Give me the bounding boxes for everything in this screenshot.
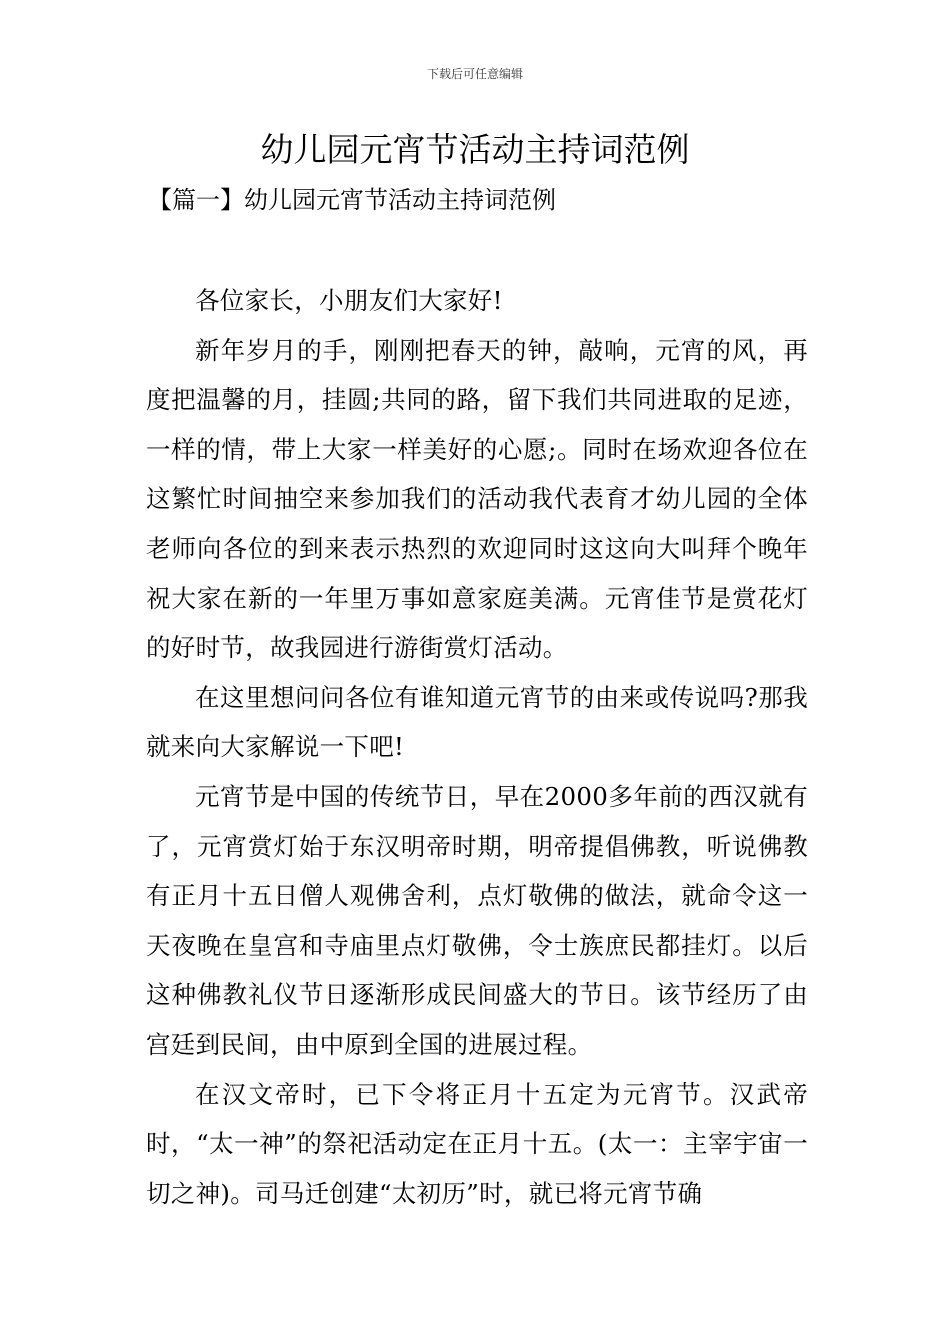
paragraph-origin: 元宵节是中国的传统节日，早在2000多年前的西汉就有了，元宵赏灯始于东汉明帝时期，明帝提倡佛教，听说佛教有正月十五日僧人观佛舍利，点灯敬佛的做法，就命令这一天夜晚在皇宫和寺庙里点灯敬佛，令士族庶民都挂灯。以后这种佛教礼仪节日逐渐形成民间盛大的节日。该节经历了由宫廷到民间，由中原到全国的进展过程。	[146, 781, 808, 1059]
paragraph-history: 在汉文帝时，已下令将正月十五定为元宵节。汉武帝时，“太一神”的祭祀活动定在正月十五。(太一：主宰宇宙一切之神)。司马迁创建“太初历”时，就已将元宵节确	[146, 1079, 808, 1208]
page-title: 幼儿园元宵节活动主持词范例	[260, 130, 690, 169]
paragraph-greeting: 各位家长，小朋友们大家好!	[195, 286, 503, 315]
section-subtitle: 【篇一】幼儿园元宵节活动主持词范例	[148, 186, 556, 214]
document-body	[146, 276, 808, 1218]
paragraph-welcome: 新年岁月的手，刚刚把春天的钟，敲响，元宵的风，再度把温馨的月，挂圆;共同的路，留下我们共同进取的足迹，一样的情，带上大家一样美好的心愿;。同时在场欢迎各位在这繁忙时间抽空来参加我们的活动我代表育才幼儿园的全体老师向各位的到来表示热烈的欢迎同时这这向大叫拜个晚年祝大家在新的一年里万事如意家庭美满。元宵佳节是赏花灯的好时节，故我园进行游街赏灯活动。	[146, 335, 808, 663]
header-note: 下载后可任意编辑	[426, 67, 523, 81]
paragraph-question: 在这里想问问各位有谁知道元宵节的由来或传说吗?那我就来向大家解说一下吧!	[146, 682, 808, 762]
